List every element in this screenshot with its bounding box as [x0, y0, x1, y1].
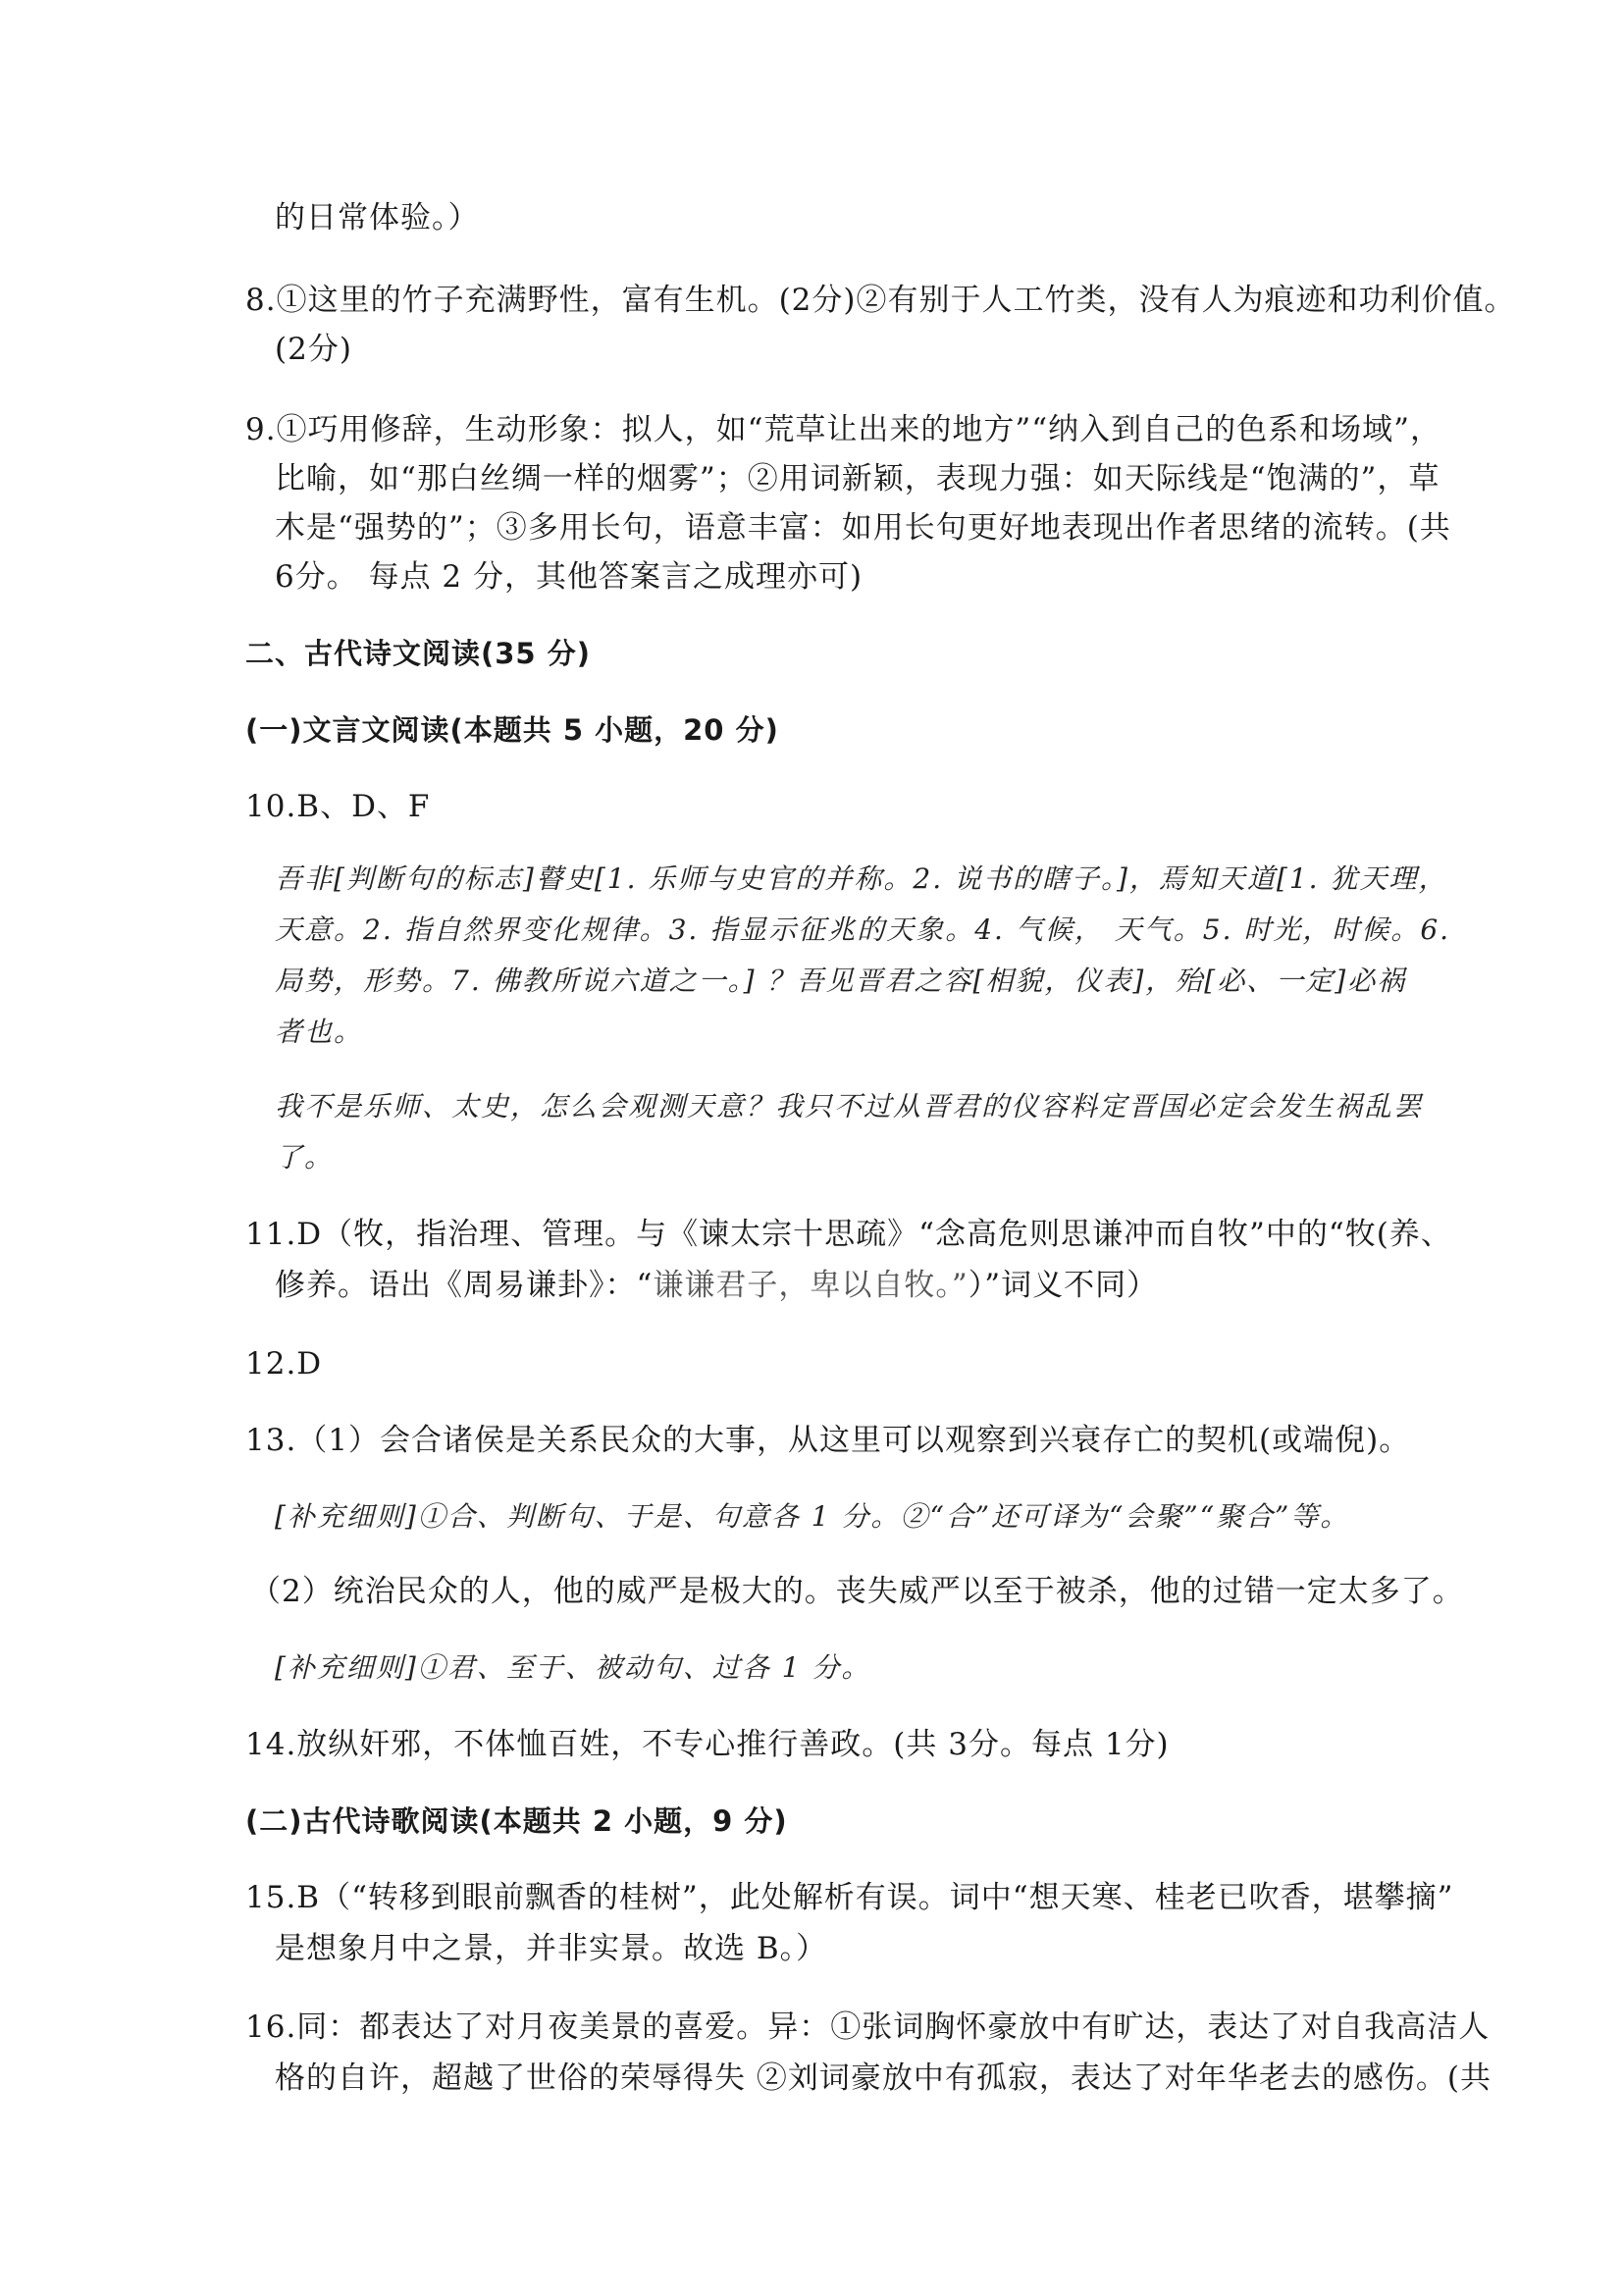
answer-9-cont: 6分。 每点 2 分，其他答案言之成理亦可) [275, 559, 864, 595]
answer-16: 16.同：都表达了对月夜美景的喜爱。异：①张词胸怀豪放中有旷达，表达了对自我高洁人 [245, 2009, 1491, 2045]
answer-10: 10.B、D、F [245, 789, 431, 824]
scoring-note: [补充细则]①君、至于、被动句、过各 1 分。 [275, 1651, 871, 1684]
answer-8: 8.①这里的竹子充满野性，富有生机。(2分)②有别于人工竹类，没有人为痕迹和功利价值。 [245, 283, 1516, 318]
subsection-heading: (二)古代诗歌阅读(本题共 2 小题，9 分) [245, 1804, 788, 1838]
annotation-line: 局势，形势。7. 佛教所说六道之一。] ？吾见晋君之容[相貌，仪表]，殆[必、一定]必祸 [275, 965, 1407, 997]
answer-9: 9.①巧用修辞，生动形象：拟人，如“荒草让出来的地方”“纳入到自己的色系和场域”， [245, 412, 1441, 447]
answer-11: 11.D（牧，指治理、管理。与《谏太宗十思疏》“念高危则思谦冲而自牧”中的“牧(养、 [245, 1217, 1452, 1252]
answer-15: 15.B（“转移到眼前飘香的桂树”，此处解析有误。词中“想天寒、桂老已吹香，堪攀摘” [245, 1880, 1454, 1915]
answer-11-text: 修养。语出《周易谦卦》：“ [275, 1268, 654, 1303]
answer-16-cont: 格的自许，超越了世俗的荣辱得失 ②刘词豪放中有孤寂，表达了对年华老去的感伤。(共 [275, 2061, 1492, 2096]
answer-15-cont: 是想象月中之景，并非实景。故选 B。） [275, 1931, 828, 1966]
answer-13-1: 13.（1）会合诸侯是关系民众的大事，从这里可以观察到兴衰存亡的契机(或端倪)。 [245, 1423, 1411, 1458]
subsection-heading: (一)文言文阅读(本题共 5 小题，20 分) [245, 713, 779, 747]
answer-14: 14.放纵奸邪，不体恤百姓，不专心推行善政。(共 3分。每点 1分) [245, 1727, 1170, 1762]
answer-8-cont: (2分) [275, 332, 352, 367]
scoring-note: [补充细则]①合、判断句、于是、句意各 1 分。②“合”还可译为“会聚”“聚合”等。 [275, 1500, 1350, 1533]
text-line: 的日常体验。） [275, 200, 480, 235]
answer-12: 12.D [245, 1346, 323, 1382]
annotation-line: 吾非[判断句的标志]瞽史[1. 乐师与史官的并称。2. 说书的瞎子。]，焉知天道[1. 犹天理， [275, 862, 1448, 895]
answer-11-tail: ）”词义不同） [968, 1268, 1159, 1303]
annotation-line: 者也。 [275, 1016, 364, 1048]
answer-13-2: （2）统治民众的人，他的威严是极大的。丧失威严以至于被杀，他的过错一定太多了。 [250, 1574, 1464, 1609]
answer-11-cont [275, 1260, 1158, 1311]
annotation-line: 天意。2. 指自然界变化规律。3. 指显示征兆的天象。4. 气候， 天气。5. 时光，时候。6. [275, 913, 1451, 946]
answer-9-cont: 木是“强势的”；③多用长句，语意丰富：如用长句更好地表现出作者思绪的流转。(共 [275, 510, 1451, 546]
answer-11-quote: 谦谦君子，卑以自牧。” [653, 1268, 969, 1303]
translation-line: 了。 [275, 1141, 335, 1174]
answer-9-cont: 比喻，如“那白丝绸一样的烟雾”；②用词新颖，表现力强：如天际线是“饱满的”，草 [275, 461, 1440, 496]
translation-line: 我不是乐师、太史，怎么会观测天意？我只不过从晋君的仪容料定晋国必定会发生祸乱罢 [275, 1090, 1424, 1122]
section-heading: 二、古代诗文阅读(35 分) [245, 637, 591, 670]
